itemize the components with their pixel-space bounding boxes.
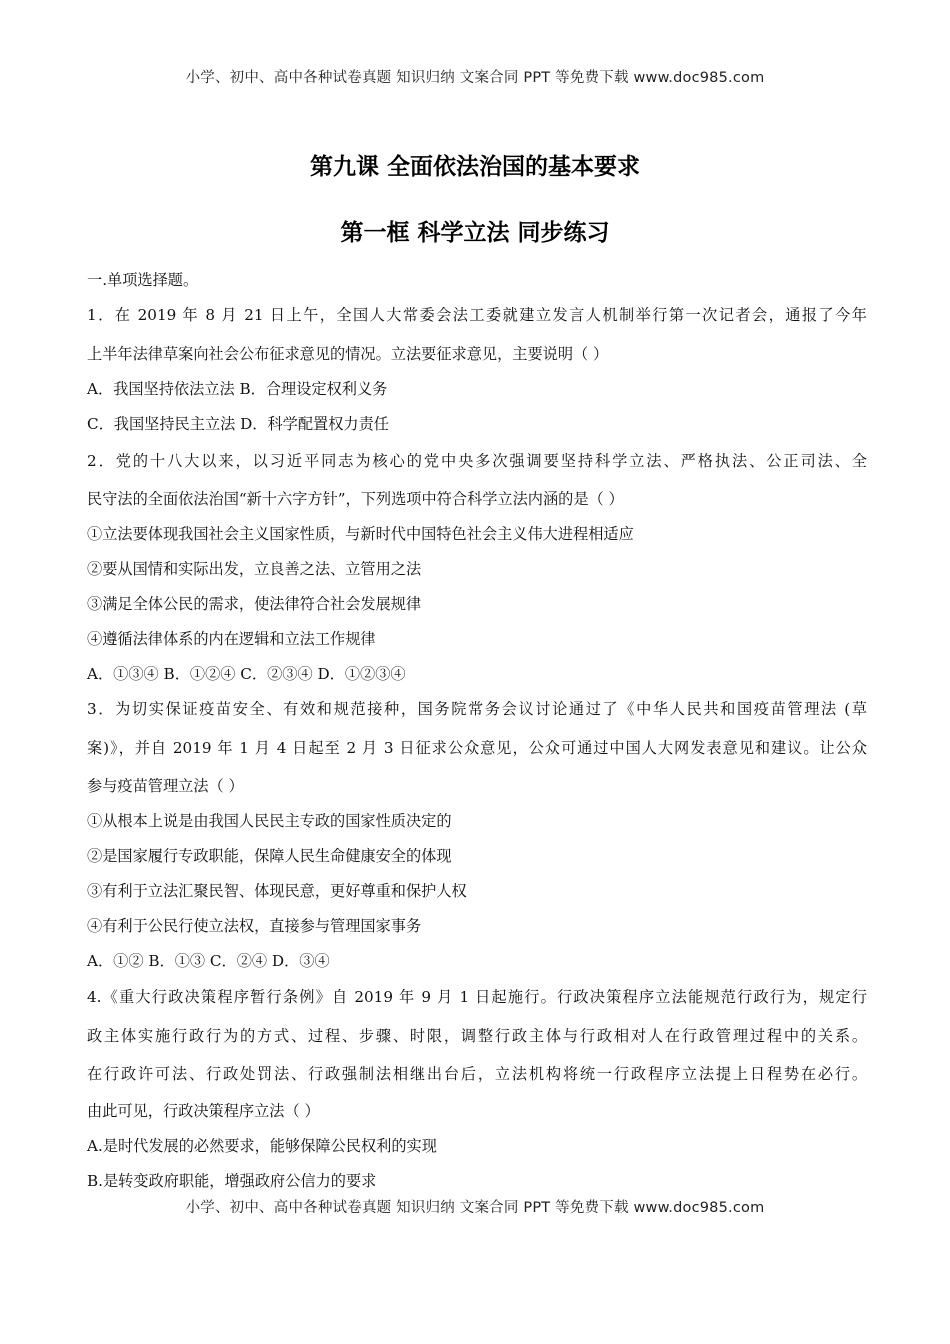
question-3-statement: ②是国家履行专政职能，保障人民生命健康安全的体现	[87, 847, 452, 865]
question-3-statement: ①从根本上说是由我国人民民主专政的国家性质决定的	[87, 812, 452, 830]
section-title: 第一框 科学立法 同步练习	[340, 220, 610, 246]
question-3-statement: ③有利于立法汇聚民智、体现民意，更好尊重和保护人权	[87, 882, 467, 900]
question-1-option: C．我国坚持民主立法 D．科学配置权力责任	[87, 415, 389, 433]
question-3-stem: 案)》，并自 2019 年 1 月 4 日起至 2 月 3 日征求公众意见，公众可通过中国人大网发表意见和建议。让公众	[87, 739, 867, 757]
question-4-option: B.是转变政府职能，增强政府公信力的要求	[87, 1172, 377, 1190]
question-4-stem: 由此可见，行政决策程序立法（ ）	[87, 1102, 320, 1120]
question-3-stem: 3．为切实保证疫苗安全、有效和规范接种，国务院常务会议讨论通过了《中华人民共和国疫苗管理法 (草	[87, 700, 867, 718]
question-3-options: A．①② B．①③ C．②④ D．③④	[87, 952, 330, 970]
question-3-statement: ④有利于公民行使立法权，直接参与管理国家事务	[87, 917, 422, 935]
question-4-stem: 4.《重大行政决策程序暂行条例》自 2019 年 9 月 1 日起施行。行政决策程序立法能规范行政行为，规定行	[87, 988, 867, 1006]
page-footer: 小学、初中、高中各种试卷真题 知识归纳 文案合同 PPT 等免费下载 www.doc985.com	[185, 1200, 765, 1216]
question-3-stem: 参与疫苗管理立法（ ）	[87, 777, 244, 795]
question-2-stem: 民守法的全面依法治国“新十六字方针”，下列选项中符合科学立法内涵的是（ ）	[87, 490, 624, 508]
question-4-option: A.是时代发展的必然要求，能够保障公民权利的实现	[87, 1137, 437, 1155]
question-2-options: A．①③④ B．①②④ C．②③④ D．①②③④	[87, 665, 406, 683]
question-2-statement: ③满足全体公民的需求，使法律符合社会发展规律	[87, 595, 422, 613]
lesson-title: 第九课 全面依法治国的基本要求	[309, 154, 640, 180]
question-4-stem: 政主体实施行政行为的方式、过程、步骤、时限，调整行政主体与行政相对人在行政管理过程中的关系。	[87, 1027, 867, 1045]
question-1-option: A．我国坚持依法立法 B．合理设定权利义务	[87, 380, 388, 398]
question-2-stem: 2．党的十八大以来，以习近平同志为核心的党中央多次强调要坚持科学立法、严格执法、公正司法、全	[87, 452, 867, 470]
page-header: 小学、初中、高中各种试卷真题 知识归纳 文案合同 PPT 等免费下载 www.doc985.com	[185, 70, 765, 86]
question-2-statement: ②要从国情和实际出发，立良善之法、立管用之法	[87, 560, 422, 578]
question-2-statement: ①立法要体现我国社会主义国家性质，与新时代中国特色社会主义伟大进程相适应	[87, 525, 634, 543]
question-type-heading: 一.单项选择题。	[87, 271, 199, 289]
question-2-statement: ④遵循法律体系的内在逻辑和立法工作规律	[87, 630, 376, 648]
question-1-stem: 1．在 2019 年 8 月 21 日上午，全国人大常委会法工委就建立发言人机制举行第一次记者会，通报了今年	[87, 306, 867, 324]
question-4-stem: 在行政许可法、行政处罚法、行政强制法相继出台后，立法机构将统一行政程序立法提上日程势在必行。	[87, 1065, 867, 1083]
question-1-stem: 上半年法律草案向社会公布征求意见的情况。立法要征求意见，主要说明（ ）	[87, 345, 609, 363]
